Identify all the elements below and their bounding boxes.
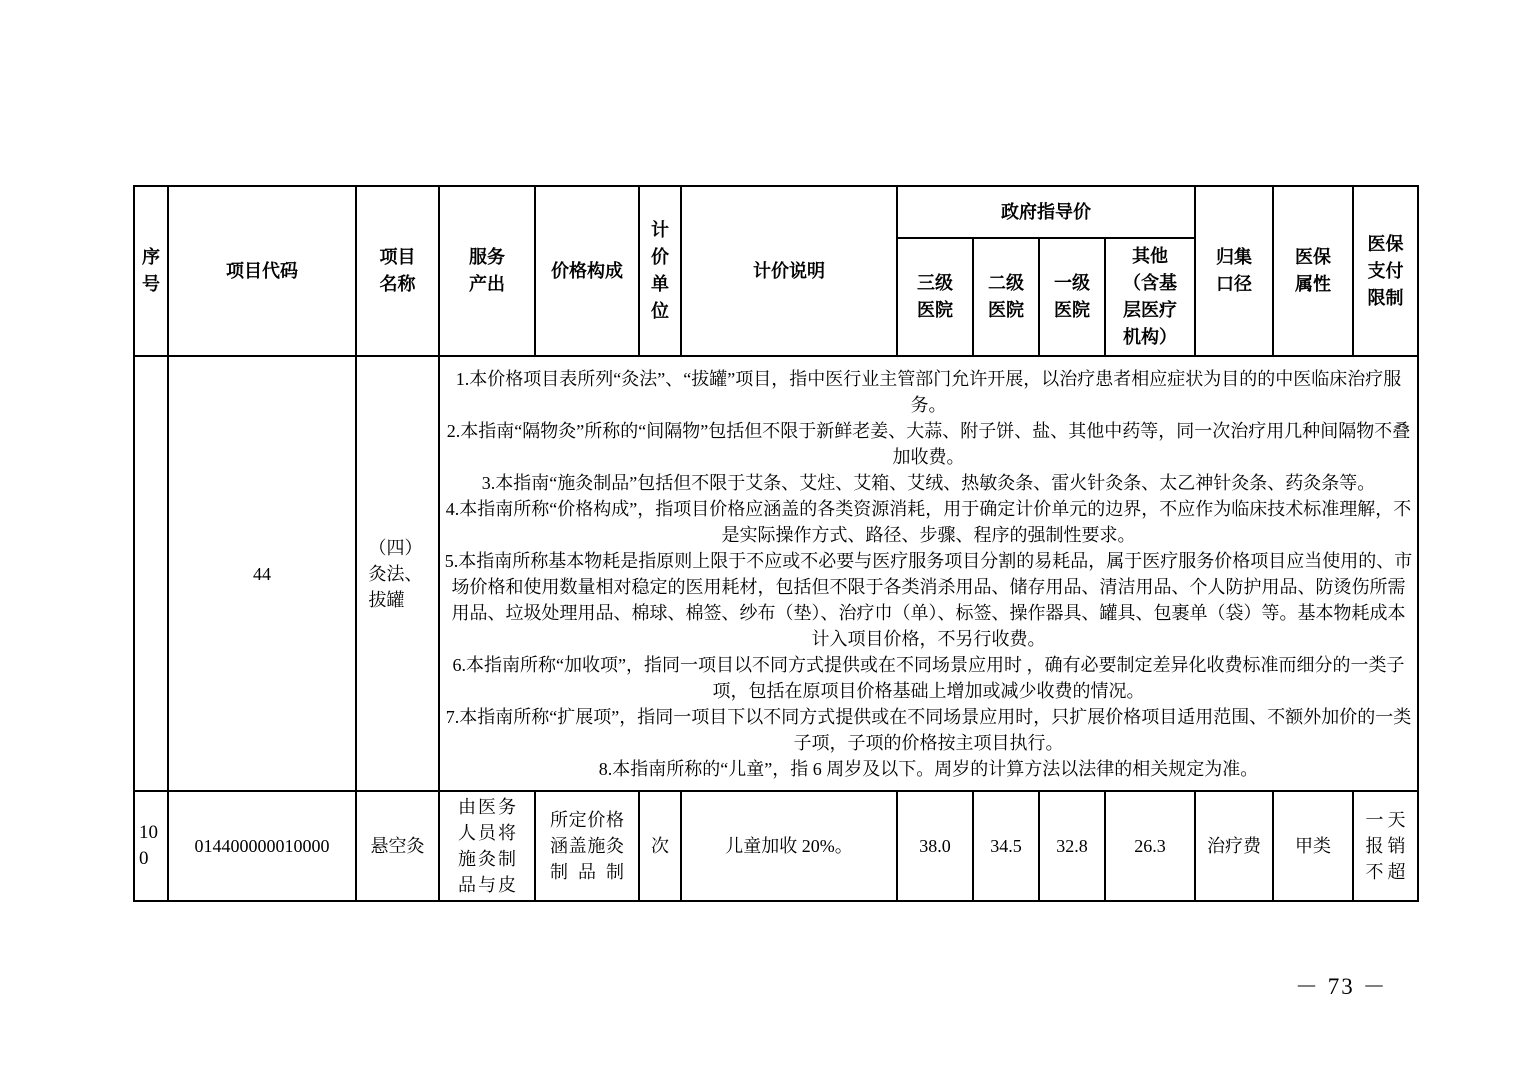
item-service-output-text: 由医务人员将施灸制品与皮 — [458, 797, 516, 895]
header-pricing-unit — [639, 186, 681, 356]
header-tier3-hospital — [897, 238, 973, 356]
item-collection-cell: 治疗费 — [1195, 791, 1273, 901]
item-pricing-note-cell: 儿童加收 20%。 — [681, 791, 897, 901]
item-price-other: 26.3 — [1105, 791, 1195, 901]
item-price-tier2: 34.5 — [973, 791, 1039, 901]
note-line-5: 5.本指南所称基本物耗是指原则上限于不应或不必要与医疗服务项目分割的易耗品，属于医疗服务价格项目应当使用的、市场价格和使用数量相对稳定的医用耗材，包括但不限于各类消杀用品、储存用品、清洁用品、个人防护用品、防烫伤所需用品、垃圾处理用品、棉球、棉签、纱布（垫）、治疗巾（单）、标签、操作器具、罐具、包裹单（袋）等。基本物耗成本计入项目价格，不另行收费。 — [444, 550, 1413, 649]
header-seq — [134, 186, 168, 356]
item-name-cell: 悬空灸 — [356, 791, 439, 901]
item-seq-cell — [134, 791, 168, 901]
category-code-cell: 44 — [168, 356, 356, 791]
category-seq-cell — [134, 356, 168, 791]
header-other-hospital — [1105, 238, 1195, 356]
header-tier1-hospital — [1039, 238, 1105, 356]
header-other-label: 其他（含基层医疗机构） — [1123, 246, 1177, 347]
header-gov-guide-price: 政府指导价 — [897, 186, 1195, 238]
pricing-table — [133, 185, 1419, 902]
category-name-cell — [356, 356, 439, 791]
header-insurance-limit — [1353, 186, 1418, 356]
note-line-8: 8.本指南所称的“儿童”，指 6 周岁及以下。周岁的计算方法以法律的相关规定为准。 — [598, 758, 1259, 779]
header-insurance-attr-label: 医保属性 — [1295, 247, 1331, 294]
item-insurance-limit-text: 一天报销不超 — [1365, 810, 1406, 882]
header-seq-label: 序号 — [142, 247, 160, 294]
item-price-tier3: 38.0 — [897, 791, 973, 901]
note-line-6: 6.本指南所称“加收项”，指同一项目以不同方式提供或在不同场景应用时 ，确有必要制定差异化收费标准而细分的一类子项，包括在原项目价格基础上增加或减少收费的情况。 — [452, 654, 1405, 701]
item-price-composition-text: 所定价格涵盖施灸制品制 — [550, 810, 624, 882]
header-service-output-label: 服务产出 — [469, 247, 505, 294]
item-insurance-attr-cell: 甲类 — [1273, 791, 1353, 901]
item-price-composition-cell — [535, 791, 639, 901]
header-code: 项目代码 — [168, 186, 356, 356]
item-seq-value: 100 — [139, 822, 158, 869]
item-insurance-limit-cell — [1353, 791, 1418, 901]
header-insurance-attr — [1273, 186, 1353, 356]
header-collection-label: 归集口径 — [1216, 247, 1252, 294]
header-collection — [1195, 186, 1273, 356]
header-tier1-label: 一级医院 — [1054, 273, 1090, 320]
header-service-output — [439, 186, 535, 356]
header-name-label: 项目名称 — [379, 247, 416, 294]
header-pricing-note: 计价说明 — [681, 186, 897, 356]
header-tier2-hospital — [973, 238, 1039, 356]
item-code-cell: 014400000010000 — [168, 791, 356, 901]
item-row — [134, 791, 1418, 901]
header-insurance-limit-label: 医保支付限制 — [1367, 233, 1404, 308]
header-tier3-label: 三级医院 — [917, 273, 953, 320]
page-number: － 73 － — [1295, 974, 1388, 999]
item-service-output-cell — [439, 791, 535, 901]
header-row-top — [134, 186, 1418, 238]
note-line-2: 2.本指南“隔物灸”所称的“间隔物”包括但不限于新鲜老姜、大蒜、附子饼、盐、其他中药等，同一次治疗用几种间隔物不叠加收费。 — [446, 420, 1411, 467]
item-price-tier1: 32.8 — [1039, 791, 1105, 901]
note-line-1: 1.本价格项目表所列“灸法”、“拔罐”项目，指中医行业主管部门允许开展，以治疗患者相应症状为目的的中医临床治疗服务。 — [455, 368, 1402, 415]
category-notes-cell — [439, 356, 1418, 791]
header-tier2-label: 二级医院 — [988, 273, 1024, 320]
item-unit-cell: 次 — [639, 791, 681, 901]
category-row — [134, 356, 1418, 791]
header-pricing-unit-label: 计价单位 — [651, 220, 669, 321]
note-line-3: 3.本指南“施灸制品”包括但不限于艾条、艾炷、艾箱、艾绒、热敏灸条、雷火针灸条、太乙神针灸条、药灸条等。 — [481, 472, 1376, 493]
note-line-7: 7.本指南所称“扩展项”，指同一项目下以不同方式提供或在不同场景应用时，只扩展价格项目适用范围、不额外加价的一类子项，子项的价格按主项目执行。 — [445, 706, 1412, 753]
note-line-4: 4.本指南所称“价格构成”，指项目价格应涵盖的各类资源消耗，用于确定计价单元的边界，不应作为临床技术标准理解，不是实际操作方式、路径、步骤、程序的强制性要求。 — [445, 498, 1412, 545]
header-price-composition: 价格构成 — [535, 186, 639, 356]
category-name-label: （四）灸法、拔罐 — [368, 537, 423, 610]
header-name — [356, 186, 439, 356]
